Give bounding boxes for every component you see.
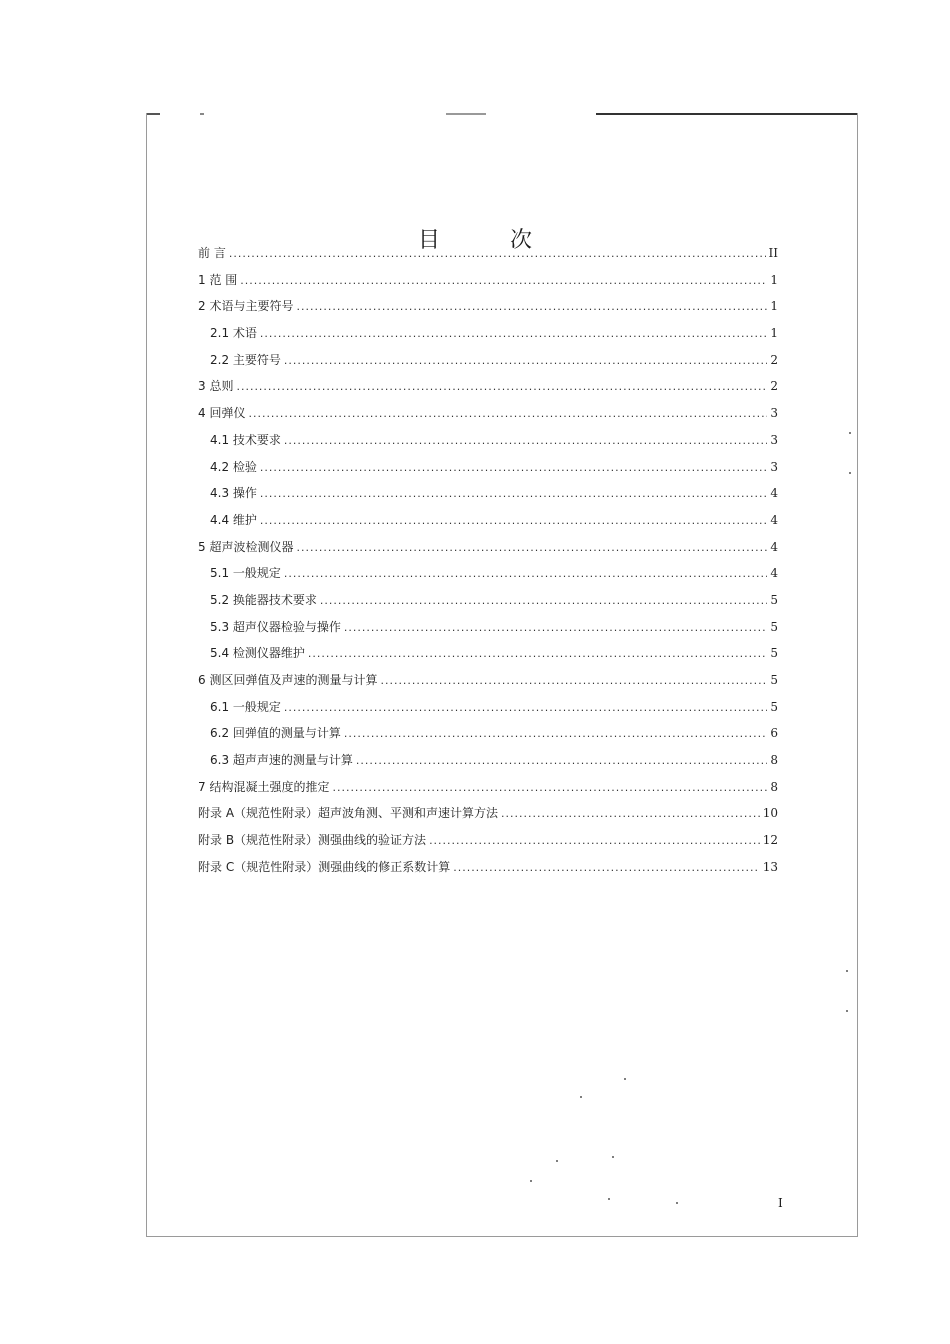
toc-entry-page: 1	[770, 272, 778, 287]
toc-entry-label: 5 超声波检测仪器	[198, 539, 294, 554]
toc-entry-label: 5.1 一般规定	[210, 566, 281, 581]
toc-entry-page: 5	[770, 619, 778, 634]
toc-entry-label: 6.2 回弹值的测量与计算	[210, 726, 341, 741]
toc-entry	[198, 694, 778, 721]
toc-entry	[198, 827, 778, 854]
toc-dot-leader	[284, 561, 767, 588]
toc-dot-leader	[356, 748, 767, 775]
toc-entry-label: 5.4 检测仪器维护	[210, 646, 305, 661]
toc-dot-leader	[236, 374, 767, 401]
toc-entry	[198, 347, 778, 374]
toc-entry-page: 4	[770, 512, 778, 527]
toc-entry-label: 附录 B（规范性附录）测强曲线的验证方法	[198, 833, 427, 848]
toc-entry-page: 8	[770, 779, 778, 794]
scan-speck	[846, 1010, 848, 1012]
toc-entry-page: 1	[770, 299, 778, 314]
toc-dot-leader	[296, 294, 767, 321]
toc-dot-leader	[260, 321, 767, 348]
scan-speck	[624, 1078, 626, 1080]
scan-speck	[580, 1096, 582, 1098]
toc-entry-page: 2	[770, 352, 778, 367]
toc-entry-label: 5.2 换能器技术要求	[210, 592, 317, 607]
toc-entry-label: 2 术语与主要符号	[198, 299, 294, 314]
toc-entry-label: 4.4 维护	[210, 512, 257, 527]
toc-entry-page: II	[768, 246, 778, 260]
toc-entry	[198, 774, 778, 801]
toc-entry-label: 4.2 检验	[210, 459, 257, 474]
toc-entry-label: 3 总则	[198, 379, 234, 394]
toc-dot-leader	[260, 481, 767, 508]
scan-speck	[849, 432, 851, 434]
toc-entry-label: 附录 C（规范性附录）测强曲线的修正系数计算	[198, 859, 451, 874]
scan-speck	[556, 1160, 558, 1162]
toc-entry	[198, 720, 778, 747]
scan-speck	[530, 1180, 532, 1182]
toc-entry	[198, 480, 778, 507]
toc-dot-leader	[308, 641, 767, 668]
scan-speck	[608, 1198, 610, 1200]
toc-dot-leader	[260, 455, 767, 482]
toc-list	[198, 240, 778, 881]
toc-dot-leader	[284, 348, 767, 375]
toc-entry-page: 4	[770, 566, 778, 581]
toc-entry-page: 3	[770, 406, 778, 421]
toc-entry-page: 3	[770, 432, 778, 447]
toc-entry-page: 5	[770, 592, 778, 607]
scan-speck	[849, 472, 851, 474]
toc-entry-label: 4 回弹仪	[198, 406, 246, 421]
toc-entry-page: 1	[770, 326, 778, 341]
toc-entry-page: 5	[770, 673, 778, 687]
toc-dot-leader	[248, 401, 767, 428]
toc-entry	[198, 534, 778, 561]
toc-entry-page: 10	[762, 806, 778, 821]
toc-dot-leader	[501, 801, 760, 828]
toc-entry-label: 4.1 技术要求	[210, 432, 281, 447]
scan-speck	[846, 970, 848, 972]
toc-entry	[198, 454, 778, 481]
toc-entry	[198, 293, 778, 320]
toc-dot-leader	[260, 508, 767, 535]
toc-entry-page: 6	[770, 726, 778, 741]
toc-entry-label: 7 结构混凝土强度的推定	[198, 779, 330, 794]
toc-entry-page: 5	[770, 699, 778, 714]
toc-entry	[198, 267, 778, 294]
page-number: I	[778, 1196, 783, 1210]
toc-entry-page: 8	[770, 753, 778, 768]
toc-dot-leader	[296, 535, 767, 562]
toc-dot-leader	[284, 428, 767, 455]
toc-entry-label: 4.3 操作	[210, 486, 257, 501]
toc-dot-leader	[320, 588, 767, 615]
toc-entry-page: 12	[762, 833, 778, 848]
toc-entry-label: 附录 A（规范性附录）超声波角测、平测和声速计算方法	[198, 806, 499, 821]
toc-entry-label: 6 测区回弹值及声速的测量与计算	[198, 673, 378, 687]
toc-dot-leader	[229, 241, 766, 268]
toc-dot-leader	[429, 828, 760, 855]
toc-entry	[198, 560, 778, 587]
scan-speck	[676, 1202, 678, 1204]
toc-entry-label: 5.3 超声仪器检验与操作	[210, 619, 341, 634]
toc-entry-page: 2	[770, 379, 778, 394]
toc-entry-page: 4	[770, 486, 778, 501]
toc-entry	[198, 614, 778, 641]
toc-entry-label: 前 言	[198, 246, 226, 260]
toc-entry	[198, 373, 778, 400]
toc-entry	[198, 587, 778, 614]
toc-title: 目 次	[417, 227, 556, 253]
toc-dot-leader	[284, 695, 767, 722]
toc-entry-page: 3	[770, 459, 778, 474]
toc-dot-leader	[380, 668, 767, 695]
toc-entry	[198, 747, 778, 774]
toc-entry-page: 4	[770, 539, 778, 554]
toc-entry-label: 6.1 一般规定	[210, 699, 281, 714]
toc-entry	[198, 507, 778, 534]
toc-entry	[198, 854, 778, 881]
toc-dot-leader	[240, 268, 767, 295]
toc-entry	[198, 667, 778, 694]
toc-dot-leader	[332, 775, 767, 802]
toc-dot-leader	[344, 615, 767, 642]
toc-entry-label: 6.3 超声声速的测量与计算	[210, 753, 353, 768]
toc-entry	[198, 240, 778, 267]
toc-entry-label: 1 范 围	[198, 272, 238, 287]
toc-entry	[198, 320, 778, 347]
toc-entry	[198, 800, 778, 827]
toc-entry-label: 2.1 术语	[210, 326, 257, 341]
toc-dot-leader	[453, 855, 760, 882]
toc-entry-page: 5	[770, 646, 778, 661]
toc-dot-leader	[344, 721, 767, 748]
toc-entry	[198, 427, 778, 454]
toc-entry-label: 2.2 主要符号	[210, 352, 281, 367]
scan-speck	[612, 1156, 614, 1158]
toc-entry-page: 13	[762, 859, 778, 874]
toc-entry	[198, 400, 778, 427]
toc-entry	[198, 640, 778, 667]
